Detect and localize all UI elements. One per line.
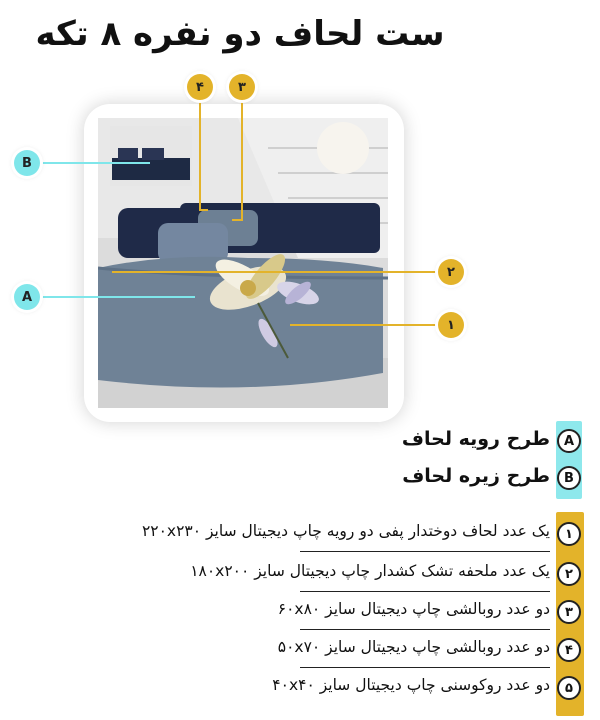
legend-badge-2: ۲ xyxy=(557,562,581,586)
callout-b: B xyxy=(14,150,40,176)
divider xyxy=(300,629,550,630)
divider xyxy=(300,591,550,592)
divider xyxy=(300,667,550,668)
page-title: ست لحاف دو نفره ۸ تکه xyxy=(35,14,445,54)
legend-text-5: دو عدد روکوسنی چاپ دیجیتال سایز ۴۰x۴۰ xyxy=(272,676,550,694)
legend-badge-3: ۳ xyxy=(557,600,581,624)
legend-text-1: یک عدد لحاف دوختدار پفی دو رویه چاپ دیجیتال سایز ۲۲۰x۲۳۰ xyxy=(141,522,550,540)
legend-text-a: طرح رویه لحاف xyxy=(401,428,550,450)
divider xyxy=(300,551,550,552)
legend-text-3: دو عدد روبالشی چاپ دیجیتال سایز ۶۰x۸۰ xyxy=(277,600,550,618)
callout-2: ۲ xyxy=(438,259,464,285)
legend-badge-4: ۴ xyxy=(557,638,581,662)
legend-badge-5: ۵ xyxy=(557,676,581,700)
legend-text-2: یک عدد ملحفه تشک کشدار چاپ دیجیتال سایز ۱۸۰x۲۰۰ xyxy=(190,562,550,580)
legend-text-4: دو عدد روبالشی چاپ دیجیتال سایز ۵۰x۷۰ xyxy=(277,638,550,656)
callout-4: ۴ xyxy=(187,74,213,100)
legend-badge-b: B xyxy=(557,466,581,490)
legend-badge-a: A xyxy=(557,429,581,453)
bedding-illustration xyxy=(98,118,388,408)
callout-a: A xyxy=(14,284,40,310)
bedding-photo xyxy=(98,118,388,408)
legend-text-b: طرح زیره لحاف xyxy=(402,465,550,487)
legend-badge-1: ۱ xyxy=(557,522,581,546)
callout-3: ۳ xyxy=(229,74,255,100)
callout-1: ۱ xyxy=(438,312,464,338)
